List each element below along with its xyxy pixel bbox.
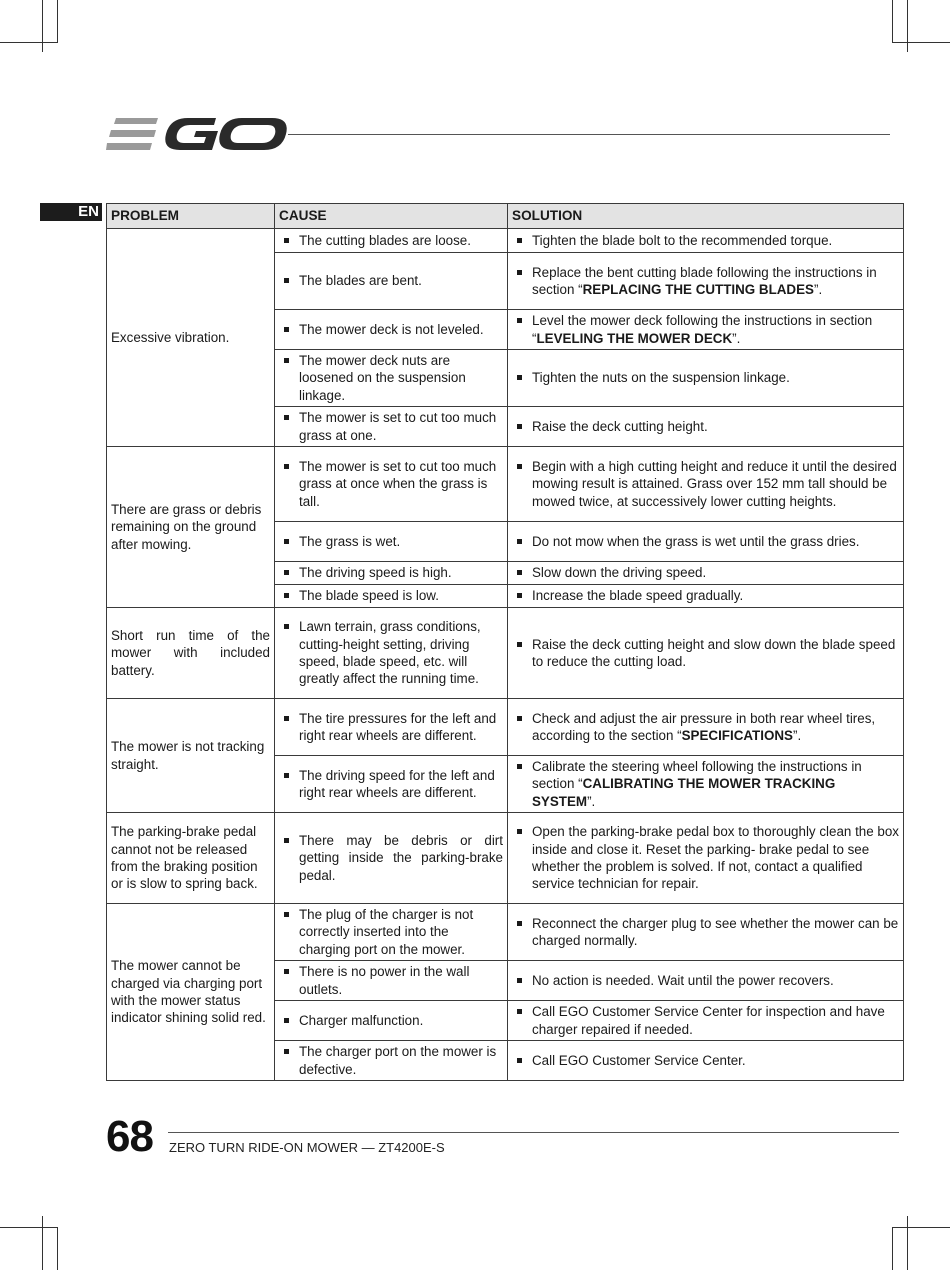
solution-text: Level the mower deck following the instructions in section “LEVELING THE MOWER DECK”. [532,313,873,346]
table-row [107,699,904,756]
bullet-icon [517,375,522,380]
table-row [107,904,904,961]
table-row [107,608,904,699]
cause-text: The charger port on the mower is defective. [299,1044,497,1077]
crop-mark [907,0,908,52]
cause-text: The blades are bent. [299,273,422,289]
cause-text: The blade speed is low. [299,588,439,604]
problem-cell: Short run time of the mower with included battery. [107,608,275,699]
problem-cell: The mower cannot be charged via charging port with the mower status indicator shining solid red. [107,904,275,1081]
cause-cell [275,310,508,350]
solution-cell [508,608,904,699]
ego-logo-graphic [106,112,290,156]
bullet-icon [517,424,522,429]
cause-cell [275,447,508,522]
solution-cell [508,407,904,447]
crop-mark [907,1216,908,1270]
solution-cell [508,756,904,813]
cause-cell [275,1001,508,1041]
bullet-icon [517,238,522,243]
table-row [107,229,904,253]
solution-cell [508,253,904,310]
bullet-icon [517,716,522,721]
bullet-icon [517,829,522,834]
cause-text: The mower deck is not leveled. [299,321,484,337]
bullet-icon [284,358,289,363]
crop-mark [57,0,58,42]
cause-text: Lawn terrain, grass conditions, cutting-height setting, driving speed, blade speed, etc. will greatly affect the running time. [299,619,481,687]
bullet-icon [284,969,289,974]
bullet-icon [517,978,522,983]
language-tab: EN [40,203,102,221]
solution-text: Do not mow when the grass is wet until the grass dries. [532,533,860,549]
page-number: 68 [106,1112,153,1161]
solution-text: Replace the bent cutting blade following the instructions in section “REPLACING THE CUTTING BLADES”. [532,264,877,297]
solution-cell [508,447,904,522]
solution-text: Tighten the nuts on the suspension linkage. [532,370,790,386]
solution-text: Call EGO Customer Service Center. [532,1052,746,1068]
solution-text: Check and adjust the air pressure in both rear wheel tires, according to the section “SPECIFICATIONS”. [532,710,876,743]
crop-mark [892,0,893,42]
crop-mark [42,1216,43,1270]
cause-text: There may be debris or dirt getting inside the parking-brake pedal. [299,832,503,883]
solution-cell [508,904,904,961]
bullet-icon [284,238,289,243]
ego-logo [106,112,290,156]
troubleshooting-table [106,203,904,1081]
crop-mark [0,42,58,43]
table-row [107,813,904,904]
cause-cell [275,562,508,585]
solution-text: Calibrate the steering wheel following the instructions in section “CALIBRATING THE MOWER TRACKING SYSTEM”. [532,758,862,809]
bullet-icon [517,593,522,598]
solution-text: Slow down the driving speed. [532,565,707,581]
problem-cell: There are grass or debris remaining on the ground after mowing. [107,447,275,608]
bullet-icon [284,415,289,420]
table-row [107,447,904,522]
bullet-icon [284,464,289,469]
bullet-icon [517,642,522,647]
cause-cell [275,1041,508,1081]
cause-text: The tire pressures for the left and right rear wheels are different. [299,710,497,743]
solution-text: Begin with a high cutting height and reduce it until the desired mowing result is attained. Grass over 152 mm tall should be mowed twice, at successively lower cutting heights. [532,458,897,509]
problem-cell: The mower is not tracking straight. [107,699,275,813]
crop-mark [0,1227,58,1228]
cause-text: The cutting blades are loose. [299,232,471,248]
solution-cell [508,813,904,904]
bullet-icon [284,838,289,843]
solution-text: Call EGO Customer Service Center for inspection and have charger repaired if needed. [532,1004,885,1037]
solution-text: Open the parking-brake pedal box to thoroughly clean the box inside and close it. Reset the parking- brake pedal to see whether the problem is solved. If not, contact a qualified service technician for repair. [532,824,900,892]
table-header-row [107,204,904,229]
bullet-icon [284,570,289,575]
bullet-icon [517,1058,522,1063]
bullet-icon [284,593,289,598]
solution-cell [508,585,904,608]
solution-cell [508,229,904,253]
header-rule [288,134,890,135]
crop-mark [892,1228,893,1270]
cause-cell [275,961,508,1001]
solution-text: Reconnect the charger plug to see whether the mower can be charged normally. [532,915,899,948]
header-problem: PROBLEM [107,204,275,229]
bullet-icon [284,624,289,629]
cause-cell [275,699,508,756]
solution-text: No action is needed. Wait until the power recovers. [532,972,834,988]
header-cause: CAUSE [275,204,508,229]
bullet-icon [517,921,522,926]
cause-cell [275,813,508,904]
bullet-icon [517,464,522,469]
bullet-icon [517,764,522,769]
cause-text: Charger malfunction. [299,1012,424,1028]
cause-text: The plug of the charger is not correctly inserted into the charging port on the mower. [299,906,474,957]
solution-text: Raise the deck cutting height and slow down the blade speed to reduce the cutting load. [532,636,896,669]
bullet-icon [284,539,289,544]
cause-text: The driving speed for the left and right rear wheels are different. [299,767,495,800]
cause-cell [275,229,508,253]
solution-cell [508,310,904,350]
cause-text: The mower is set to cut too much grass at once when the grass is tall. [299,458,497,509]
solution-text: Tighten the blade bolt to the recommended torque. [532,232,833,248]
header-solution: SOLUTION [508,204,904,229]
solution-cell [508,699,904,756]
cause-cell [275,407,508,447]
bullet-icon [284,912,289,917]
cause-cell [275,608,508,699]
solution-text: Increase the blade speed gradually. [532,588,744,604]
solution-cell [508,961,904,1001]
crop-mark [892,1227,950,1228]
bullet-icon [517,570,522,575]
solution-cell [508,350,904,407]
bullet-icon [284,773,289,778]
cause-text: The grass is wet. [299,533,401,549]
cause-text: The mower is set to cut too much grass at one. [299,410,497,443]
cause-text: The driving speed is high. [299,565,452,581]
bullet-icon [517,318,522,323]
crop-mark [57,1228,58,1270]
bullet-icon [284,716,289,721]
problem-cell: The parking-brake pedal cannot not be released from the braking position or is slow to spring back. [107,813,275,904]
cause-text: The mower deck nuts are loosened on the suspension linkage. [299,352,466,403]
cause-cell [275,756,508,813]
problem-cell: Excessive vibration. [107,229,275,447]
bullet-icon [284,327,289,332]
solution-text: Raise the deck cutting height. [532,418,708,434]
bullet-icon [284,1018,289,1023]
cause-cell [275,350,508,407]
footer-rule [168,1132,899,1133]
bullet-icon [284,278,289,283]
solution-cell [508,562,904,585]
bullet-icon [517,1009,522,1014]
bullet-icon [284,1049,289,1054]
solution-cell [508,1041,904,1081]
crop-mark [892,42,950,43]
bullet-icon [517,539,522,544]
solution-cell [508,1001,904,1041]
footer-title: ZERO TURN RIDE-ON MOWER — ZT4200E-S [169,1140,445,1155]
cause-cell [275,522,508,562]
cause-text: There is no power in the wall outlets. [299,964,470,997]
bullet-icon [517,270,522,275]
cause-cell [275,253,508,310]
cause-cell [275,585,508,608]
crop-mark [42,0,43,52]
solution-cell [508,522,904,562]
cause-cell [275,904,508,961]
